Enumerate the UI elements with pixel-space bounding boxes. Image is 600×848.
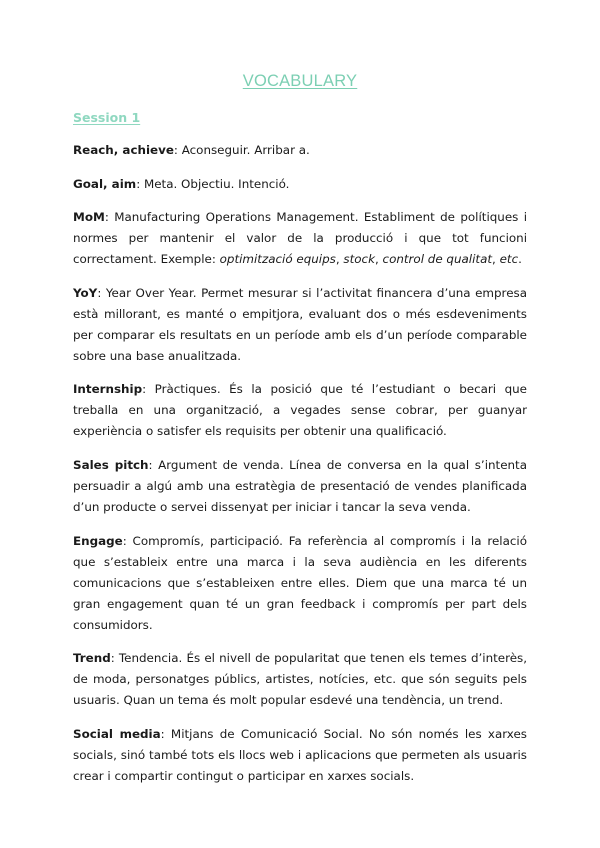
- entry-definition: : Mitjans de Comunicació Social. No són només les xarxes socials, sinó també tots els llocs web i aplicacions que permeten als usuaris crear i compartir contingut o participar en xarxes socials.: [73, 726, 527, 783]
- document-page: [73, 0, 527, 848]
- entry-example-separator: ,: [492, 252, 500, 267]
- entry-example: etc: [499, 252, 519, 267]
- vocabulary-entry-goal: [73, 174, 527, 195]
- entry-term: Engage: [73, 533, 123, 548]
- entry-term: YoY: [73, 285, 98, 300]
- entry-example-separator: ,: [335, 252, 344, 267]
- entry-definition: : Tendencia. És el nivell de popularitat que tenen els temes d’interès, de moda, personatges públics, artistes, notícies, etc. que són seguits pels usuaris. Quan un tema és molt popular esdevé una tendència, un trend.: [73, 651, 527, 708]
- document-title: VOCABULARY: [242, 72, 358, 90]
- entry-end: .: [518, 252, 522, 267]
- entry-term: Social media: [73, 726, 161, 741]
- entry-term: Trend: [73, 651, 111, 666]
- entry-example-separator: ,: [374, 252, 383, 267]
- entry-term: Reach, achieve: [73, 143, 174, 157]
- entry-definition: : Argument de venda. Línea de conversa en la qual s’intenta persuadir a algú amb una estratègia de presentació de vendes planificada d’un producte o servei dissenyat per iniciar i tancar la seva venda.: [73, 457, 527, 514]
- entry-definition: : Aconseguir. Arribar a.: [173, 143, 310, 157]
- entry-example: stock: [343, 252, 375, 267]
- entry-definition: : Compromís, participació. Fa referència al compromís i la relació que s’estableix entre una marca i la seva audiència en les diferents comunicacions que s’estableixen entre elles. Diem que una marca té un gran engagement quan té un gran feedback i compromís per part dels consumidors.: [73, 533, 527, 632]
- vocabulary-list: [73, 140, 527, 799]
- entry-definition: : Year Over Year. Permet mesurar si l’activitat financera d’una empresa està millorant, es manté o empitjora, evaluant dos o més esdeveniments per comparar els resultats en un període amb els d’un període comparable sobre una base anualitzada.: [73, 285, 527, 363]
- entry-term: Sales pitch: [73, 457, 149, 472]
- vocabulary-entry-sales-pitch: [73, 455, 527, 518]
- vocabulary-entry-reach: [73, 140, 527, 161]
- entry-example: optimització equips: [219, 252, 336, 267]
- entry-definition: : Pràctiques. És la posició que té l’estudiant o becari que treballa en una organització, a vegades sense cobrar, per guanyar experiència o satisfer els requisits per obtenir una qualificació.: [73, 382, 527, 439]
- vocabulary-entry-trend: [73, 648, 527, 711]
- section-heading: Session 1: [73, 110, 141, 125]
- entry-term: Internship: [73, 382, 143, 397]
- vocabulary-entry-internship: [73, 379, 527, 442]
- vocabulary-entry-mom: [73, 207, 527, 270]
- entry-term: Goal, aim: [73, 176, 137, 191]
- vocabulary-entry-social-media: [73, 724, 527, 787]
- entry-definition: : Meta. Objectiu. Intenció.: [136, 176, 290, 191]
- entry-definition: : Manufacturing Operations Management. Establiment de polítiques i normes per mantenir el valor de la producció i que tot funcioni correctament. Exemple:: [73, 210, 527, 267]
- entry-example: control de qualitat: [382, 252, 493, 267]
- vocabulary-entry-yoy: [73, 283, 527, 367]
- entry-term: MoM: [73, 210, 105, 225]
- vocabulary-entry-engage: [73, 531, 527, 636]
